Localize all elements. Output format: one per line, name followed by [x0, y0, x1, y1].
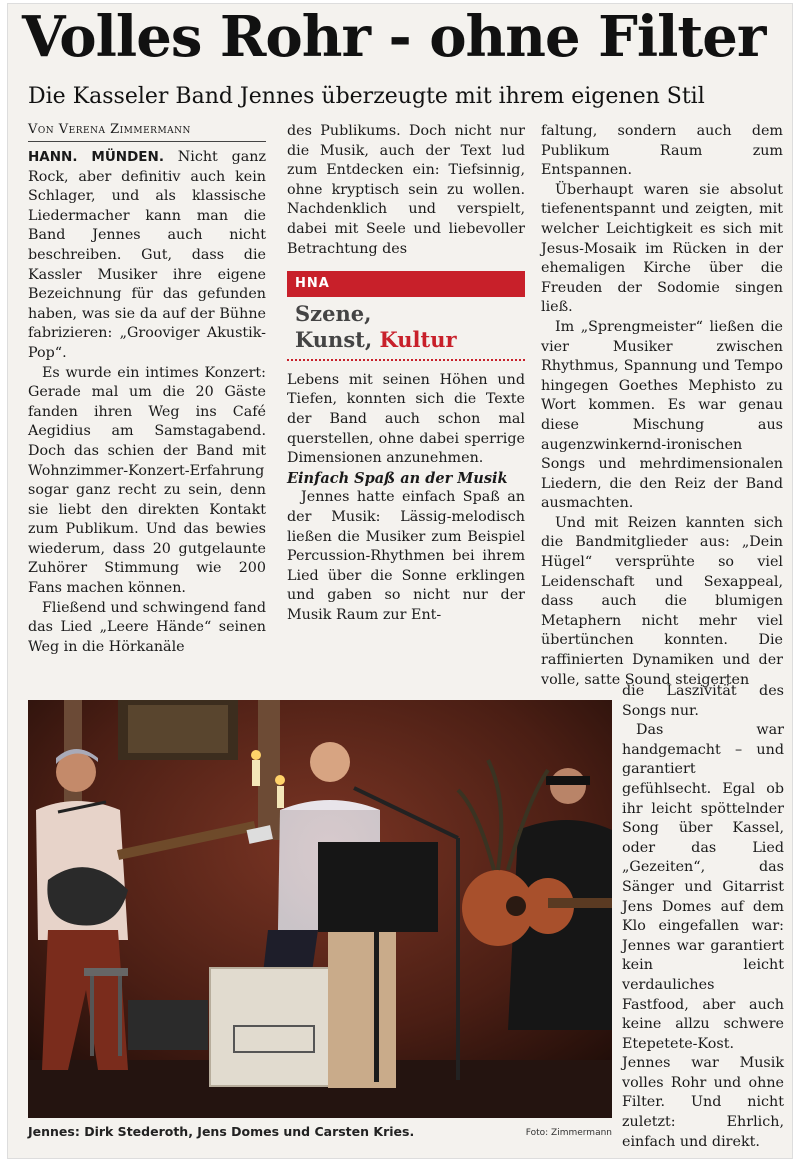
paragraph: Es wurde ein intimes Konzert: Gerade mal um die 20 Gäste fanden ihren Weg ins Café Aegidius am Samstagabend. Doch das schien der Band mit Wohnzimmer-Konzert-Erfahrung sogar ganz recht zu sein, denn sie liebt den direkten Kontakt zum Publikum. Und das bewies wiederum, dass 20 gutgelaunte Zuhörer Stimmung wie 200 Fans machen können. [28, 364, 266, 597]
subheadline: Die Kasseler Band Jennes überzeugte mit ihrem eigenen Stil [28, 84, 705, 109]
paragraph: Lebens mit seinen Höhen und Tiefen, konnten sich die Texte der Band auch schon mal querstellen, ohne dabei sperrige Dimensionen anzunehmen. [287, 371, 525, 467]
photo-caption-row [28, 1124, 612, 1144]
paragraph: faltung, sondern auch dem Publikum Raum zum Entspannen. [541, 123, 783, 179]
subheading: Einfach Spaß an der Musik [287, 469, 508, 487]
byline: Von Verena Zimmermann [28, 122, 266, 142]
dotted-divider [287, 357, 525, 361]
article-column-3-lower [622, 682, 784, 1152]
photo-caption: Jennes: Dirk Stederoth, Jens Domes und Carsten Kries. [28, 1124, 415, 1139]
section-title-line2 [295, 327, 525, 353]
section-title-line1: Szene, [295, 300, 372, 326]
hna-section-box [287, 271, 525, 361]
headline: Volles Rohr - ohne Filter [22, 4, 766, 70]
paragraph [28, 148, 266, 364]
article-column-1 [28, 122, 266, 657]
dateline: HANN. MÜNDEN. [28, 149, 164, 165]
paragraph: des Publikums. Doch nicht nur die Musik, auch der Text lud zum Entdecken ein: Tiefsinnig, ohne kryptisch sein zu wollen. Nachdenklich und verspielt, dabei mit Seele und liebevoller Betrachtung des [287, 123, 525, 257]
section-title-kunst: Kunst, [295, 326, 380, 352]
article-column-2 [287, 122, 525, 625]
photo-credit: Foto: Zimmermann [525, 1128, 612, 1138]
paragraph: Jennes hatte einfach Spaß an der Musik: Lässig-melodisch ließen die Musiker zum Beispiel Percussion-Rhythmen bei ihrem Lied über die Sonne erklingen und gaben so nicht nur der Musik Raum zur Ent- [287, 489, 525, 623]
paragraph: die Laszivität des Songs nur. [622, 683, 784, 719]
paragraph: Fließend und schwingend fand das Lied „Leere Hände“ seinen Weg in die Hörkanäle [28, 599, 266, 655]
paragraph: Das war handgemacht – und garantiert gefühlsecht. Egal ob ihr leicht spöttelnder Song über Kassel, oder das Lied „Gezeiten“, das Sänger und Gitarrist Jens Domes auf dem Klo eingefallen war: Jennes war garantiert kein leicht verdauliches Fastfood, aber auch keine allzu schwere Etepetete-Kost. Jennes war Musik volles Rohr und ohne Filter. Und nicht zuletzt: Ehrlich, einfach und direkt. [622, 722, 784, 1150]
band-photo [28, 700, 612, 1118]
paragraph: Überhaupt waren sie absolut tiefenentspannt und zeigten, mit welcher Leichtigkeit es sich mit Jesus-Mosaik im Rücken in der ehemaligen Kirche über die Freuden der Sodomie singen ließ. [541, 181, 783, 316]
article-column-3 [541, 122, 783, 690]
section-title-kultur: Kultur [379, 326, 457, 352]
paragraph-text: Nicht ganz Rock, aber definitiv auch kein Schlager, und als klassische Liedermacher kann man die Band Jennes auch nicht beschreiben. Gut, dass die Kassler Musiker ihre eigene Bezeichnung für das gefunden haben, was sie da auf der Bühne fabrizieren: „Grooviger Akustik-Pop“. [28, 149, 266, 361]
hna-label: HNA [287, 271, 525, 297]
paragraph: Und mit Reizen kannten sich die Bandmitglieder aus: „Dein Hügel“ versprühte so viel Leidenschaft und Sexappeal, dass auch die blumigen Metaphern nicht mehr viel übertünchen konnten. Die raffinierten Dynamiken und der volle, satte Sound steigerten [541, 514, 783, 688]
band-photo-illustration [28, 700, 612, 1118]
paragraph: Im „Sprengmeister“ ließen die vier Musiker zwischen Rhythmus, Spannung und Tempo hingegen Goethes Mephisto zu Wort kommen. Es war genau diese Mischung aus augenzwinkernd-ironischen Songs und mehrdimensionalen Liedern, die den Reiz der Band ausmachten. [541, 318, 783, 512]
section-title [287, 297, 525, 357]
